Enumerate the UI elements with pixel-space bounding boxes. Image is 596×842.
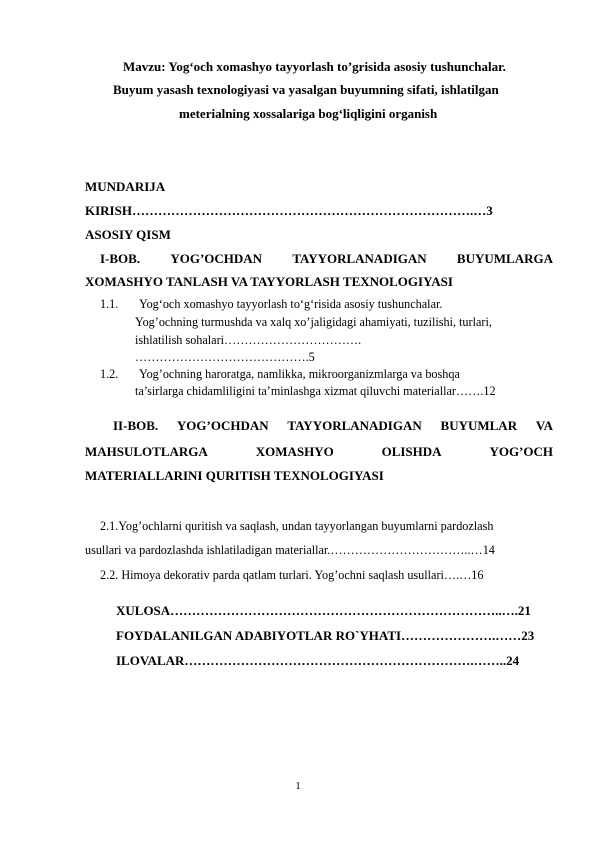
chapter-2-word-7: XOMASHYO	[255, 444, 334, 459]
title-line-3: meterialning xossalariga bog‘liqligini organish	[179, 106, 438, 121]
toc-chapter-1-line-2: XOMASHYO TANLASH VA TAYYORLASH TEXNOLOGIYASI	[85, 274, 453, 289]
title-line-2: Buyum yasash texnologiyasi va yasalgan buyumning sifati, ishlatilgan	[113, 82, 499, 97]
chapter-1-word-2: YOG’OCHDAN	[170, 251, 263, 266]
chapter-1-word-4: BUYUMLARGA	[456, 251, 553, 266]
toc-item-2-1-line-1: 2.1.Yog’ochlarni quritish va saqlash, undan tayyorlangan buyumlarni pardozlash	[100, 519, 494, 533]
chapter-1-word-3: TAYYORLANADIGAN	[292, 251, 427, 266]
toc-chapter-2-line-3: MATERIALLARINI QURITISH TEXNOLOGIYASI	[85, 468, 384, 483]
toc-item-1-1-number: 1.1.	[100, 297, 119, 311]
toc-xulosa: XULOSA…………………………………………………………………..….21	[116, 603, 531, 618]
toc-item-1-1-line-1: Yog‘och xomashyo tayyorlash to‘g‘risida asosiy tushunchalar.	[139, 297, 443, 311]
chapter-2-word-4: BUYUMLAR	[440, 418, 518, 433]
toc-kirish: KIRISH…………………………………………………………………….…3	[85, 203, 493, 218]
toc-asosiy-qism: ASOSIY QISM	[85, 227, 171, 242]
toc-item-1-2-number: 1.2.	[100, 367, 119, 381]
toc-item-1-1-line-2: Yog’ochning turmushda va xalq xo’jaligidagi ahamiyati, tuzilishi, turlari,	[135, 315, 492, 329]
chapter-2-word-5: VA	[535, 418, 553, 433]
chapter-2-word-9: YOG’OCH	[489, 444, 553, 459]
toc-foydalanilgan-adabiyotlar: FOYDALANILGAN ADABIYOTLAR RO`YHATI………………….……23	[116, 628, 535, 643]
chapter-2-word-1: II-BOB.	[113, 418, 159, 433]
toc-item-1-2-line-2: ta’sirlarga chidamliligini ta’minlashga xizmat qiluvchi materiallar…….12	[135, 384, 496, 398]
chapter-2-word-8: OLISHDA	[381, 444, 442, 459]
toc-chapter-2-line-1	[113, 418, 553, 434]
toc-chapter-1-line-1	[100, 251, 553, 267]
toc-item-2-2: 2.2. Himoya dekorativ parda qatlam turlari. Yog’ochni saqlash usullari….…16	[100, 568, 484, 582]
toc-chapter-2-line-2	[85, 444, 553, 460]
toc-heading: MUNDARIJA	[85, 179, 166, 194]
chapter-2-word-2: YOG’OCHDAN	[176, 418, 269, 433]
toc-ilovalar: ILOVALAR………………………………………………………….……..24	[116, 653, 520, 668]
toc-item-1-1-line-3: ishlatilish sohalari…………………………….	[135, 333, 362, 347]
chapter-2-word-3: TAYYORLANADIGAN	[287, 418, 422, 433]
page-number: 1	[295, 780, 301, 792]
toc-item-1-1-line-4: …………………………………….5	[135, 350, 315, 364]
title-line-1: Mavzu: Yog‘och xomashyo tayyorlash to’grisida asosiy tushunchalar.	[123, 59, 506, 74]
chapter-2-word-6: MAHSULOTLARGA	[85, 444, 208, 459]
chapter-1-word-1: I-BOB.	[100, 251, 141, 266]
toc-item-1-2-line-1: Yog’ochning haroratga, namlikka, mikroorganizmlarga va boshqa	[139, 367, 460, 381]
toc-item-2-1-line-2: usullari va pardozlashda ishlatiladigan materiallar.……………………………..…14	[85, 543, 495, 557]
